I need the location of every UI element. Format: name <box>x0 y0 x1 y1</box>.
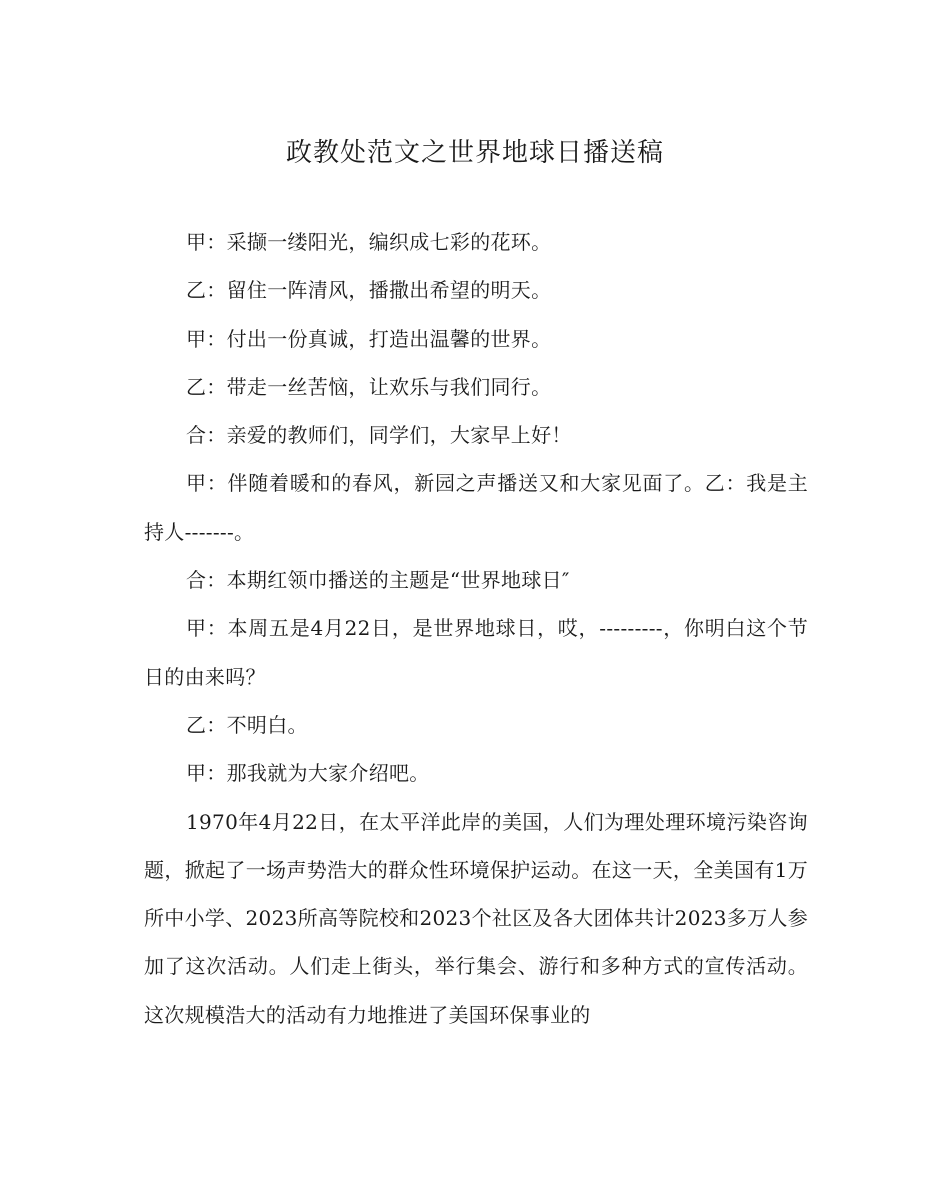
paragraph-6: 甲：伴随着暖和的春风，新园之声播送又和大家见面了。乙：我是主持人-------。 <box>144 471 808 544</box>
paragraph-3: 甲：付出一份真诚，打造出温馨的世界。 <box>186 326 552 351</box>
paragraph-9: 乙：不明白。 <box>186 712 308 737</box>
paragraph-8: 甲：本周五是4月22日，是世界地球日，哎，---------，你明白这个节日的由来吗？ <box>144 616 808 689</box>
paragraph-1: 甲：采撷一缕阳光，编织成七彩的花环。 <box>186 230 552 254</box>
paragraph-2: 乙：留住一阵清风，播撒出希望的明天。 <box>186 278 552 303</box>
paragraph-7: 合：本期红领巾播送的主题是“世界地球日″ <box>186 568 570 593</box>
paragraph-4: 乙：带走一丝苦恼，让欢乐与我们同行。 <box>186 374 552 399</box>
document-body <box>144 218 808 1039</box>
paragraph-10: 甲：那我就为大家介绍吧。 <box>186 761 430 786</box>
paragraph-11: 1970年4月22日，在太平洋此岸的美国，人们为理处理环境污染咨询题，掀起了一场声势浩大的群众性环境保护运动。在这一天，全美国有1万所中小学、2023所高等院校和2023个社区及各大团体共计2023多万人参加了这次活动。人们走上街头，举行集会、游行和多种方式的宣传活动。这次规模浩大的活动有力地推进了美国环保事业的 <box>144 809 808 1027</box>
paragraph-5: 合：亲爱的教师们，同学们，大家早上好！ <box>186 423 572 448</box>
document-title: 政教处范文之世界地球日播送稿 <box>285 138 664 168</box>
